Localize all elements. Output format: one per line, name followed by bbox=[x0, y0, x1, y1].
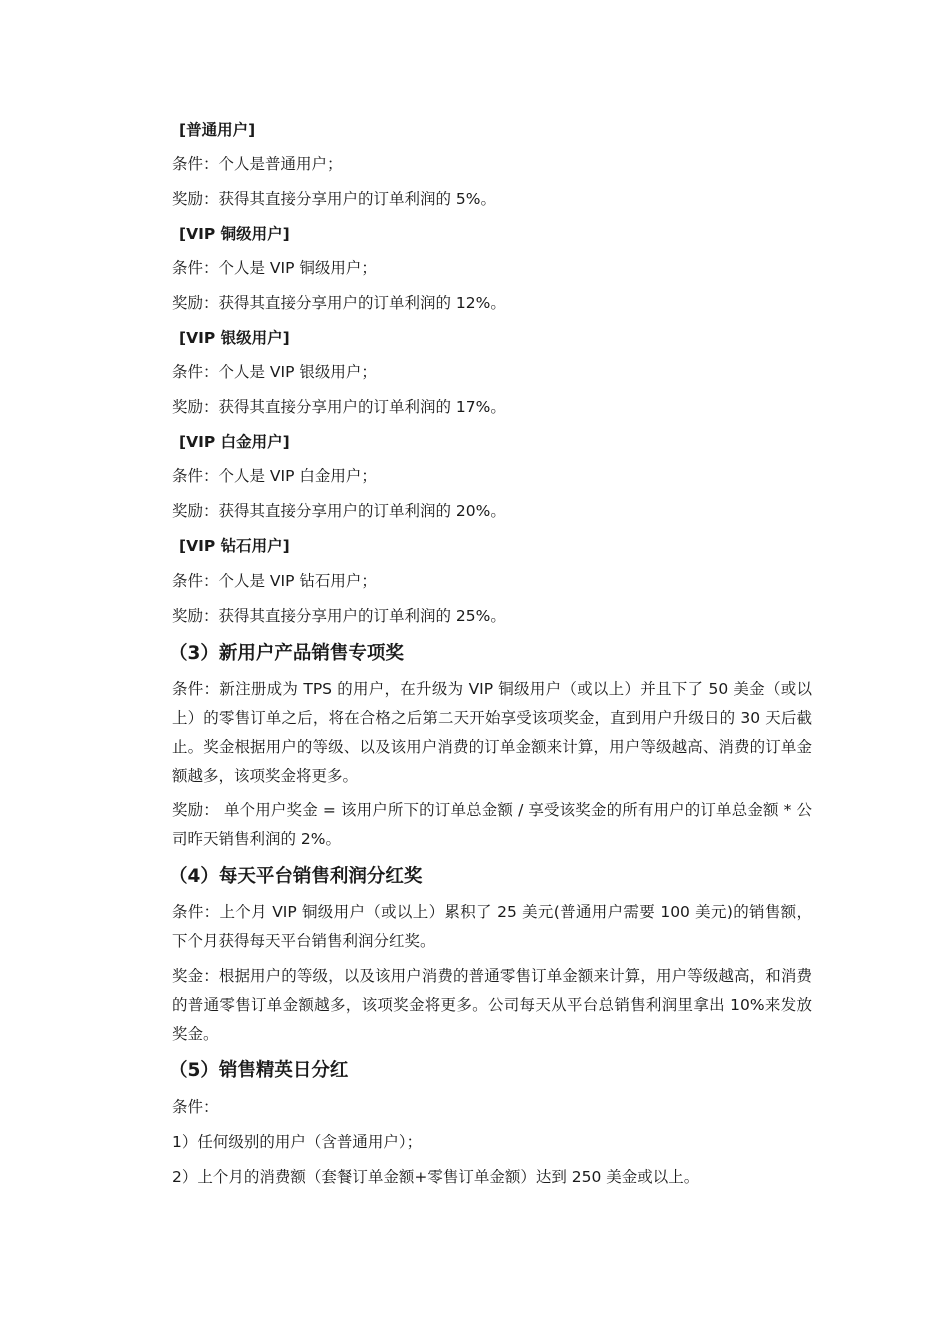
tier-title: [VIP 铜级用户] bbox=[179, 225, 290, 243]
tier-condition: 条件：个人是 VIP 白金用户； bbox=[172, 467, 377, 485]
section-heading: （5）销售精英日分红 bbox=[169, 1060, 349, 1081]
tier-condition: 条件：个人是 VIP 钻石用户； bbox=[172, 572, 377, 590]
section-heading: （4）每天平台销售利润分红奖 bbox=[169, 866, 423, 887]
tier-condition: 条件：个人是普通用户； bbox=[172, 155, 343, 173]
tier-title: [VIP 钻石用户] bbox=[179, 537, 290, 555]
section-condition: 条件：上个月 VIP 铜级用户（或以上）累积了 25 美元(普通用户需要 100 美元)的销售额，下个月获得每天平台销售利润分红奖。 bbox=[172, 903, 812, 950]
tier-reward: 奖励：获得其直接分享用户的订单利润的 25%。 bbox=[172, 607, 506, 625]
section-condition-label: 条件： bbox=[172, 1098, 219, 1116]
tier-condition: 条件：个人是 VIP 银级用户； bbox=[172, 363, 377, 381]
condition-item: 1）任何级别的用户（含普通用户）； bbox=[172, 1133, 423, 1151]
tier-reward: 奖励：获得其直接分享用户的订单利润的 20%。 bbox=[172, 502, 506, 520]
tier-reward: 奖励：获得其直接分享用户的订单利润的 17%。 bbox=[172, 398, 506, 416]
section-heading: （3）新用户产品销售专项奖 bbox=[169, 643, 404, 664]
tier-title: [普通用户] bbox=[179, 121, 256, 139]
condition-item: 2）上个月的消费额（套餐订单金额+零售订单金额）达到 250 美金或以上。 bbox=[172, 1168, 700, 1186]
tier-title: [VIP 银级用户] bbox=[179, 329, 290, 347]
section-reward: 奖金：根据用户的等级，以及该用户消费的普通零售订单金额来计算，用户等级越高，和消费的普通零售订单金额越多，该项奖金将更多。公司每天从平台总销售利润里拿出 10%来发放奖金。 bbox=[172, 967, 812, 1043]
tier-reward: 奖励：获得其直接分享用户的订单利润的 5%。 bbox=[172, 190, 497, 208]
section-reward: 奖励： 单个用户奖金 = 该用户所下的订单总金额 / 享受该奖金的所有用户的订单总金额 * 公司昨天销售利润的 2%。 bbox=[172, 801, 812, 848]
section-condition: 条件：新注册成为 TPS 的用户，在升级为 VIP 铜级用户（或以上）并且下了 50 美金（或以上）的零售订单之后，将在合格之后第二天开始享受该项奖金，直到用户升级日的 30 天后截止。奖金根据用户的等级、以及该用户消费的订单金额来计算，用户等级越高、消费的订单金额越多，该项奖金将更多。 bbox=[172, 680, 812, 785]
tier-condition: 条件：个人是 VIP 铜级用户； bbox=[172, 259, 377, 277]
tier-reward: 奖励：获得其直接分享用户的订单利润的 12%。 bbox=[172, 294, 506, 312]
tier-title: [VIP 白金用户] bbox=[179, 433, 290, 451]
